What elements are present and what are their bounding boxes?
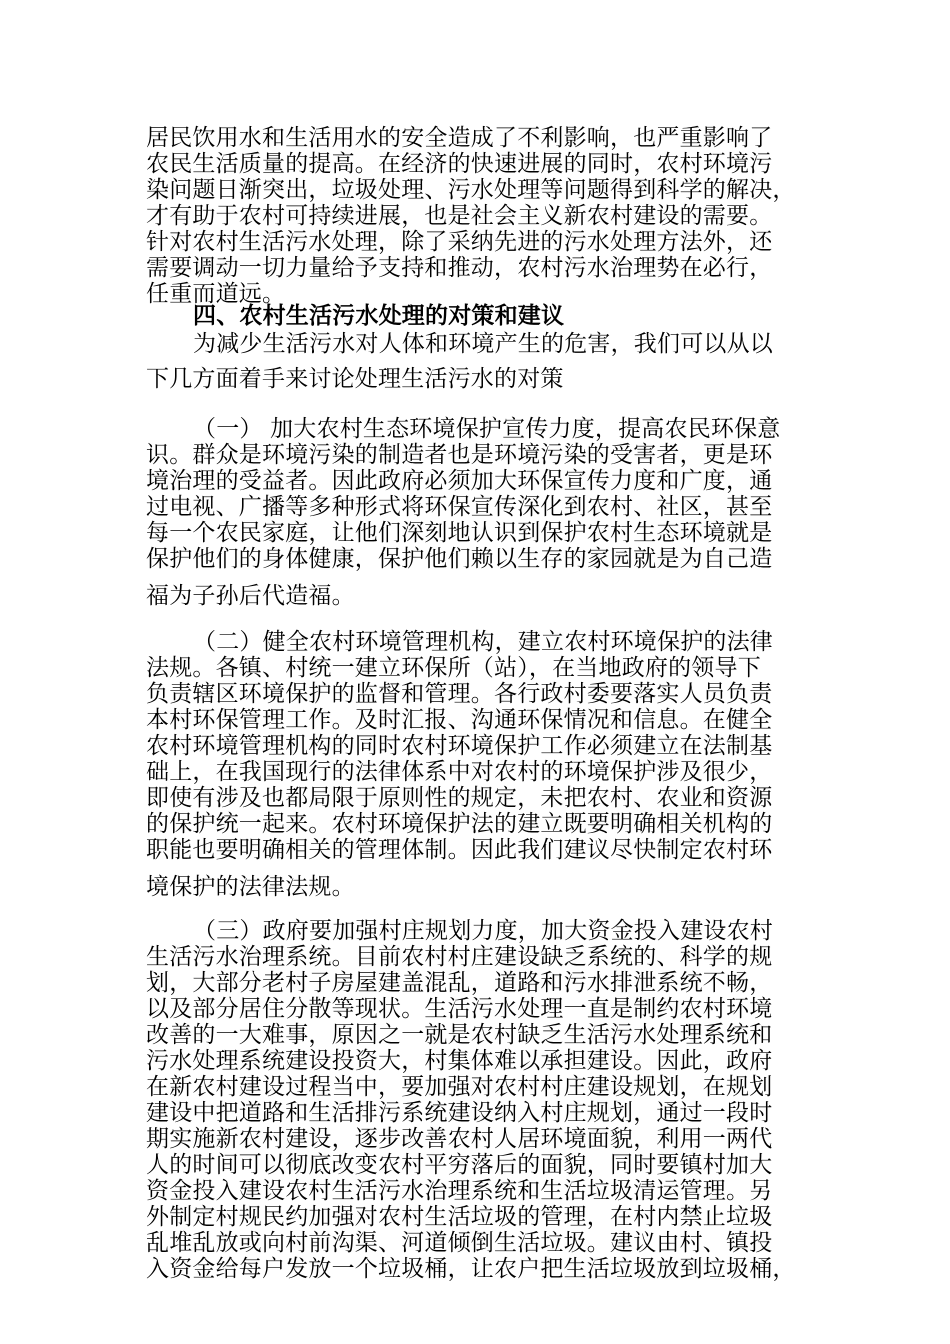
text-line: 针对农村生活污水处理，除了采纳先进的污水处理方法外，还 (146, 229, 773, 255)
text-line: 的保护统一起来。农村环境保护法的建立既要明确相关机构的 (146, 811, 773, 837)
text-line: 过电视、广播等多种形式将环保宣传深化到农村、社区，甚至 (146, 494, 773, 520)
text-line: 法规。各镇、村统一建立环保所（站），在当地政府的领导下 (146, 655, 761, 681)
text-line: 需要调动一切力量给予支持和推动，农村污水治理势在必行， (146, 255, 773, 281)
text-line: 染问题日渐突出，垃圾处理、污水处理等问题得到科学的解决， (146, 177, 796, 203)
text-line: 任重而道远。 (146, 281, 286, 307)
text-line: 才有助于农村可持续进展，也是社会主义新农村建设的需要。 (146, 203, 773, 229)
text-line: （一） 加大农村生态环境保护宣传力度，提高农民环保意 (193, 416, 781, 442)
text-line: 为减少生活污水对人体和环境产生的危害，我们可以从以 (193, 331, 773, 357)
text-line: （三）政府要加强村庄规划力度，加大资金投入建设农村 (193, 918, 773, 944)
text-line: 资金投入建设农村生活污水治理系统和生活垃圾清运管理。另 (146, 1178, 773, 1204)
text-line: 每一个农民家庭，让他们深刻地认识到保护农村生态环境就是 (146, 520, 773, 546)
text-line: 在新农村建设过程当中，要加强对农村村庄建设规划，在规划 (146, 1074, 773, 1100)
text-line: 生活污水治理系统。目前农村村庄建设缺乏系统的、科学的规 (146, 944, 773, 970)
text-line: 人的时间可以彻底改变农村平穷落后的面貌，同时要镇村加大 (146, 1152, 773, 1178)
text-line: 福为子孙后代造福。 (146, 583, 355, 609)
text-line: （二）健全农村环境管理机构，建立农村环境保护的法律 (193, 629, 773, 655)
text-line: 划，大部分老村子房屋建盖混乱，道路和污水排泄系统不畅， (146, 970, 773, 996)
text-line: 下几方面着手来讨论处理生活污水的对策 (146, 366, 564, 392)
text-line: 期实施新农村建设，逐步改善农村人居环境面貌，利用一两代 (146, 1126, 773, 1152)
section-heading: 四、农村生活污水处理的对策和建议 (193, 302, 565, 329)
text-line: 础上，在我国现行的法律体系中对农村的环境保护涉及很少， (146, 759, 773, 785)
text-line: 乱堆乱放或向村前沟渠、河道倾倒生活垃圾。建议由村、镇投 (146, 1230, 773, 1256)
text-line: 即使有涉及也都局限于原则性的规定，未把农村、农业和资源 (146, 785, 773, 811)
text-line: 境治理的受益者。因此政府必须加大环保宣传力度和广度，通 (146, 468, 773, 494)
text-line: 以及部分居住分散等现状。生活污水处理一直是制约农村环境 (146, 996, 773, 1022)
text-line: 外制定村规民约加强对农村生活垃圾的管理，在村内禁止垃圾 (146, 1204, 773, 1230)
text-line: 污水处理系统建设投资大，村集体难以承担建设。因此，政府 (146, 1048, 773, 1074)
text-line: 建设中把道路和生活排污系统建设纳入村庄规划，通过一段时 (146, 1100, 773, 1126)
text-line: 农民生活质量的提高。在经济的快速进展的同时，农村环境污 (146, 151, 773, 177)
text-line: 入资金给每户发放一个垃圾桶，让农户把生活垃圾放到垃圾桶， (146, 1256, 796, 1282)
text-line: 保护他们的身体健康，保护他们赖以生存的家园就是为自己造 (146, 546, 773, 572)
text-line: 职能也要明确相关的管理体制。因此我们建议尽快制定农村环 (146, 837, 773, 863)
text-line: 改善的一大难事，原因之一就是农村缺乏生活污水处理系统和 (146, 1022, 773, 1048)
text-line: 境保护的法律法规。 (146, 874, 355, 900)
text-line: 农村环境管理机构的同时农村环境保护工作必须建立在法制基 (146, 733, 773, 759)
text-line: 居民饮用水和生活用水的安全造成了不利影响，也严重影响了 (146, 125, 773, 151)
text-line: 本村环保管理工作。及时汇报、沟通环保情况和信息。在健全 (146, 707, 773, 733)
text-line: 负责辖区环境保护的监督和管理。各行政村委要落实人员负责 (146, 681, 773, 707)
text-line: 识。群众是环境污染的制造者也是环境污染的受害者，更是环 (146, 442, 773, 468)
